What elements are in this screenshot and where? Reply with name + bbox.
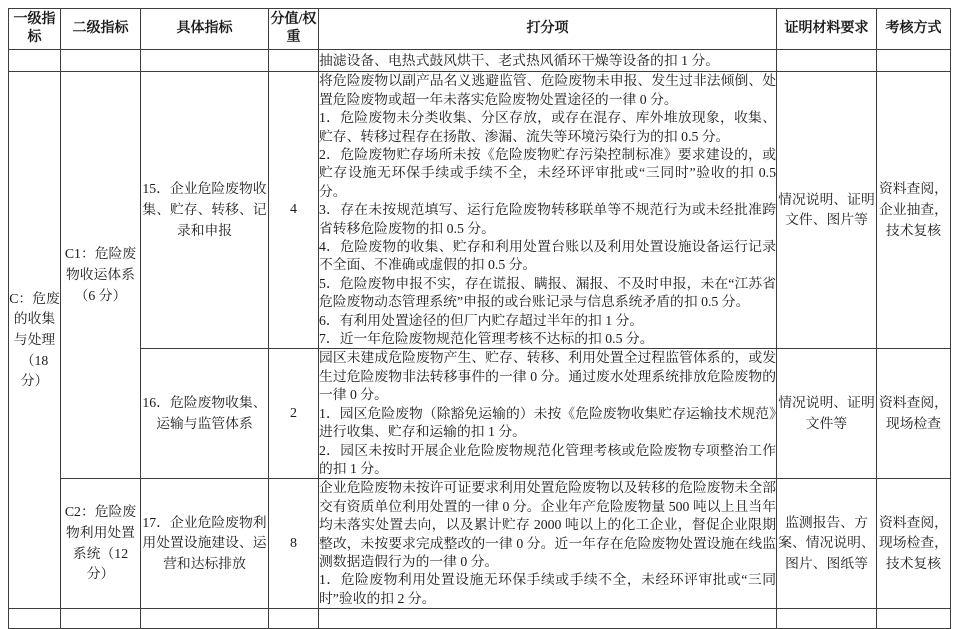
empty-cell bbox=[269, 50, 319, 72]
specific-indicator-cell-17: 17．企业危险废物利用处置设施建设、运营和达标排放 bbox=[141, 479, 269, 609]
document-page bbox=[8, 8, 951, 629]
scoring-paragraph: 1．危险废物未分类收集、分区存放，或存在混存、库外堆放现象，收集、贮存、转移过程存在扬散、渗漏、流失等环境污染行为的扣 0.5 分。 bbox=[319, 110, 776, 144]
empty-cell bbox=[61, 609, 141, 629]
partial-bottom-row bbox=[9, 609, 951, 629]
carryover-scoring-cell bbox=[319, 50, 777, 72]
scoring-paragraph: 企业危险废物未按许可证要求利用处置危险废物以及转移的危险废物未全部交有资质单位利用处置的一律 0 分。企业年产危险废物量 500 吨以上且当年均未落实处置去向，以及累计贮存 2000 吨以上的化工企业，督促企业限期整改，未按要求完成整改的一律 0 分。近一年存在危险废物处置设施在线监测数据造假行为的一律 0 分。 bbox=[319, 480, 776, 569]
header-level1-indicator: 一级指标 bbox=[9, 9, 61, 50]
scoring-paragraph: 3．存在未按规范填写、运行危险废物转移联单等不规范行为或未经批准跨省转移危险废物的扣 0.5 分。 bbox=[319, 202, 776, 236]
level1-indicator-cell: C：危废的收集与处理（18 分） bbox=[9, 72, 61, 609]
empty-cell bbox=[9, 50, 61, 72]
empty-cell bbox=[877, 50, 951, 72]
scoring-cell-16 bbox=[319, 349, 777, 479]
scoring-cell-17 bbox=[319, 479, 777, 609]
scoring-paragraph: 将危险废物以副产品名义逃避监管、危险废物未申报、发生过非法倾倒、处置危险废物或超一年未落实危险废物处置途径的一律 0 分。 bbox=[319, 73, 776, 107]
empty-cell bbox=[9, 609, 61, 629]
score-cell-16: 2 bbox=[269, 349, 319, 479]
header-assessment-method: 考核方式 bbox=[877, 9, 951, 50]
empty-cell bbox=[141, 609, 269, 629]
scoring-paragraph: 园区未建成危险废物产生、贮存、转移、利用处置全过程监管体系的，或发生过危险废物非法转移事件的一律 0 分。通过废水处理系统排放危险废物的一律 0 分。 bbox=[319, 350, 776, 403]
specific-indicator-cell-16: 16．危险废物收集、运输与监管体系 bbox=[141, 349, 269, 479]
method-cell-15: 资料查阅，企业抽查，技术复核 bbox=[877, 72, 951, 349]
header-specific-indicator: 具体指标 bbox=[141, 9, 269, 50]
specific-indicator-cell-15: 15．企业危险废物收集、贮存、转移、记录和申报 bbox=[141, 72, 269, 349]
scoring-paragraph: 2．园区未按时开展企业危险废物规范化管理考核或危险废物专项整治工作的扣 1 分。 bbox=[319, 442, 776, 476]
level2-indicator-cell-c2: C2：危险废物利用处置系统（12 分） bbox=[61, 479, 141, 609]
method-cell-16: 资料查阅，现场检查 bbox=[877, 349, 951, 479]
scoring-paragraph: 2．危险废物贮存场所未按《危险废物贮存污染控制标准》要求建设的，或贮存设施无环保手续或手续不全，未经环评审批或“三同时”验收的扣 0.5 分。 bbox=[319, 147, 776, 199]
header-score-weight: 分值/权重 bbox=[269, 9, 319, 50]
header-row bbox=[9, 9, 951, 50]
scoring-paragraph: 4．危险废物的收集、贮存和利用处置台账以及利用处置设施设备运行记录不全面、不准确或虚假的扣 0.5 分。 bbox=[319, 239, 776, 273]
scoring-paragraph: 7．近一年危险废物规范化管理考核不达标的扣 0.5 分。 bbox=[319, 331, 654, 347]
score-cell-15: 4 bbox=[269, 72, 319, 349]
assessment-table bbox=[8, 8, 951, 629]
header-level2-indicator: 二级指标 bbox=[61, 9, 141, 50]
table-row-indicator-16 bbox=[9, 349, 951, 479]
carryover-row bbox=[9, 50, 951, 72]
scoring-paragraph: 1．危险废物利用处置设施无环保手续或手续不全，未经环评审批或“三同时”验收的扣 2 分。 bbox=[319, 572, 776, 606]
empty-cell bbox=[777, 50, 877, 72]
materials-cell-15: 情况说明、证明文件、图片等 bbox=[777, 72, 877, 349]
empty-cell bbox=[319, 609, 777, 629]
table-row-indicator-17 bbox=[9, 479, 951, 609]
method-cell-17: 资料查阅，现场检查，技术复核 bbox=[877, 479, 951, 609]
score-cell-17: 8 bbox=[269, 479, 319, 609]
scoring-paragraph: 1．园区危险废物（除豁免运输的）未按《危险废物收集贮存运输技术规范》进行收集、贮存和运输的扣 1 分。 bbox=[319, 405, 776, 440]
scoring-paragraph: 6．有利用处置途径的但厂内贮存超过半年的扣 1 分。 bbox=[319, 312, 644, 328]
scoring-cell-15 bbox=[319, 72, 777, 349]
materials-cell-17: 监测报告、方案、情况说明、图片、图纸等 bbox=[777, 479, 877, 609]
scoring-paragraph: 5．危险废物申报不实，存在谎报、瞒报、漏报、不及时申报，未在“江苏省危险废物动态管理系统”申报的或台账记录与信息系统矛盾的扣 0.5 分。 bbox=[319, 275, 776, 310]
header-scoring-items: 打分项 bbox=[319, 9, 777, 50]
materials-cell-16: 情况说明、证明文件等 bbox=[777, 349, 877, 479]
empty-cell bbox=[61, 50, 141, 72]
empty-cell bbox=[141, 50, 269, 72]
empty-cell bbox=[269, 609, 319, 629]
table-row-indicator-15 bbox=[9, 72, 951, 349]
header-proof-materials: 证明材料要求 bbox=[777, 9, 877, 50]
scoring-paragraph: 抽滤设备、电热式鼓风烘干、老式热风循环干燥等设备的扣 1 分。 bbox=[319, 52, 720, 68]
empty-cell bbox=[777, 609, 877, 629]
level2-indicator-cell-c1: C1：危险废物收运体系（6 分） bbox=[61, 72, 141, 479]
empty-cell bbox=[877, 609, 951, 629]
